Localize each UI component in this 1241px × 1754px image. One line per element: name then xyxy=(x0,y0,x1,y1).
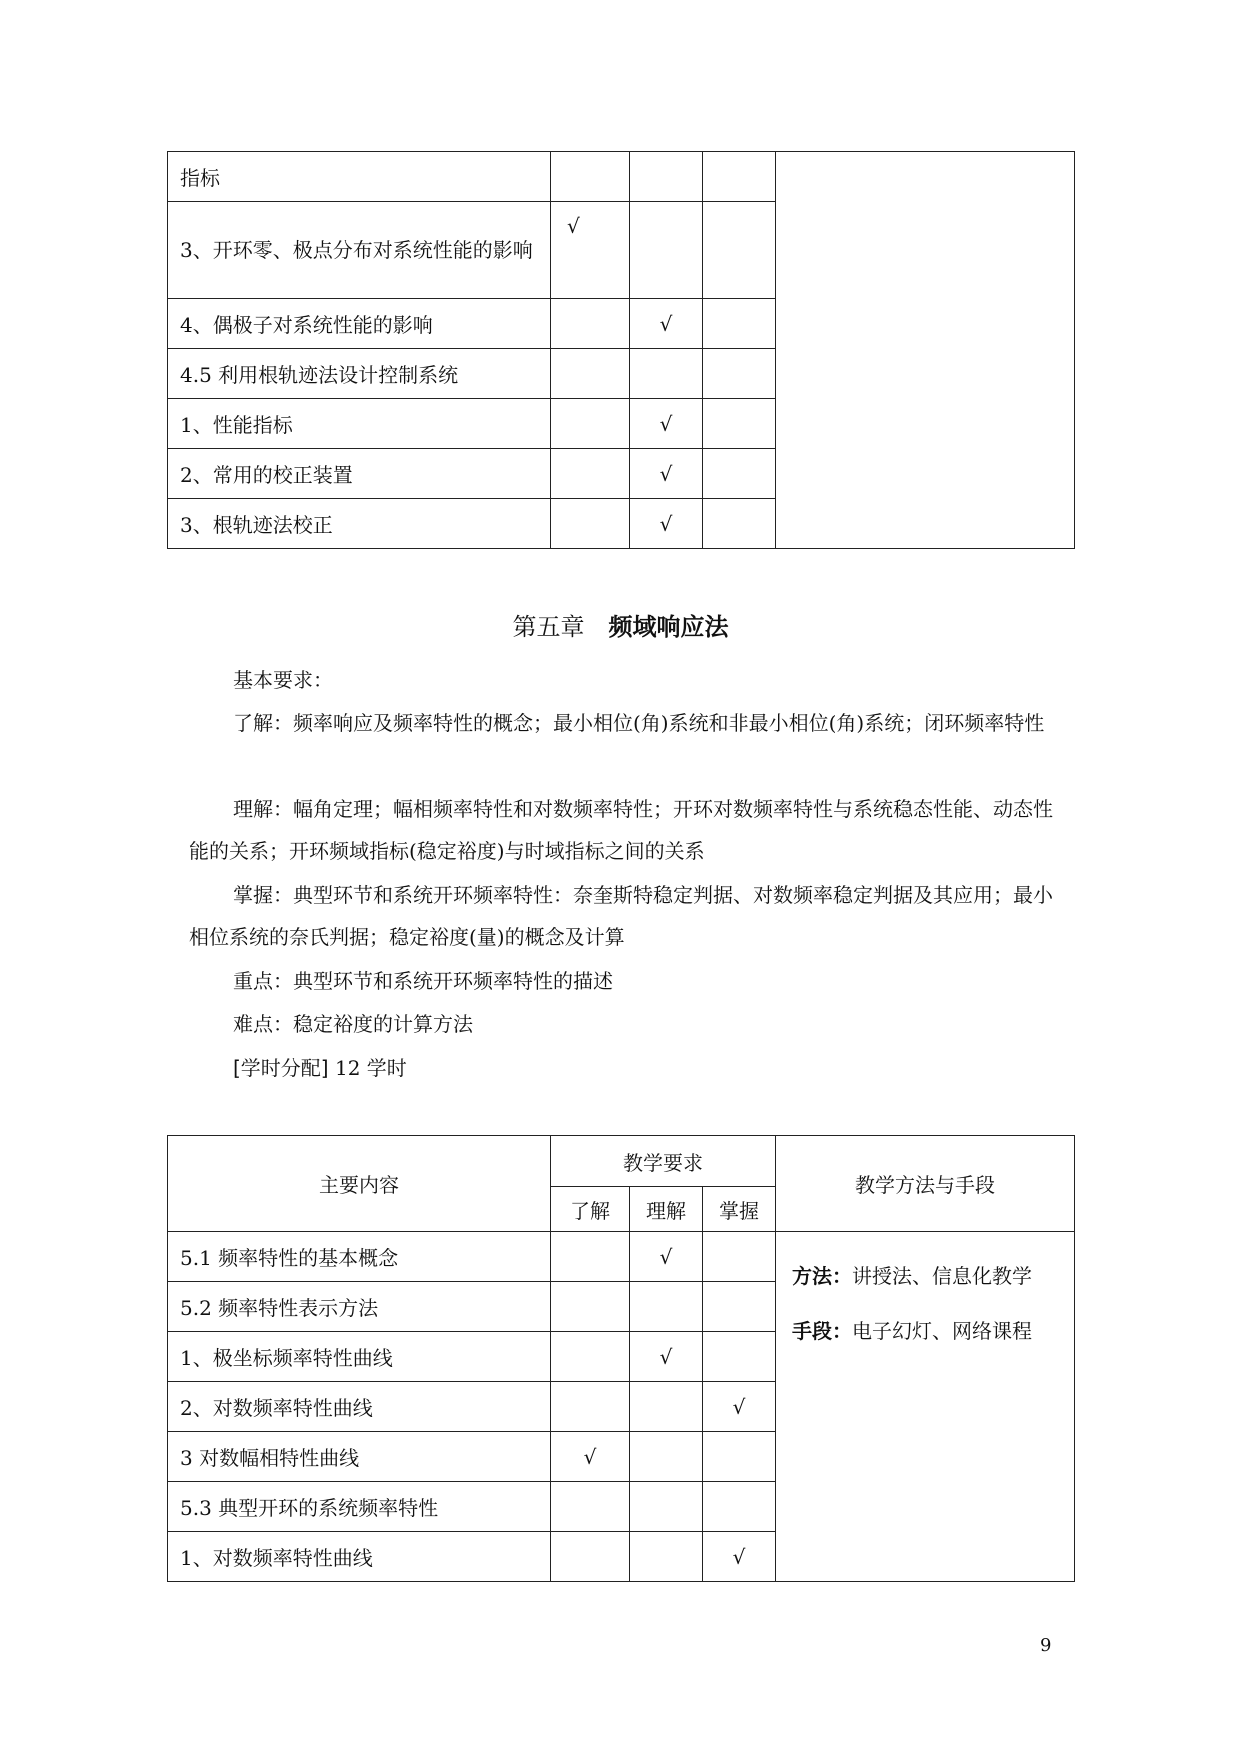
content-cell: 2、对数频率特性曲线 xyxy=(168,1382,551,1432)
master-cell xyxy=(703,202,776,299)
header-methods: 教学方法与手段 xyxy=(776,1136,1075,1232)
comprehend-cell: √ xyxy=(630,299,703,349)
comprehend-cell xyxy=(630,1382,703,1432)
content-cell: 4、偶极子对系统性能的影响 xyxy=(168,299,551,349)
master-cell xyxy=(703,152,776,202)
understand-cell xyxy=(551,449,630,499)
content-cell: 2、常用的校正装置 xyxy=(168,449,551,499)
header-requirements: 教学要求 xyxy=(551,1136,776,1187)
master-cell xyxy=(703,499,776,549)
difficulty-paragraph: 难点：稳定裕度的计算方法 xyxy=(233,1012,473,1036)
chapter-name: 频域响应法 xyxy=(608,613,729,641)
master-cell: √ xyxy=(703,1382,776,1432)
content-cell: 指标 xyxy=(168,152,551,202)
understand-cell xyxy=(551,349,630,399)
comprehend-paragraph: 理解：幅角定理；幅相频率特性和对数频率特性；开环对数频率特性与系统稳态性能、动态性能的关系；开环频域指标(稳定裕度)与时域指标之间的关系 xyxy=(189,797,1053,863)
means-line xyxy=(792,1315,1074,1344)
content-cell: 1、极坐标频率特性曲线 xyxy=(168,1332,551,1382)
understand-cell xyxy=(551,299,630,349)
understand-cell xyxy=(551,1332,630,1382)
method-line xyxy=(792,1260,1074,1289)
master-cell xyxy=(703,299,776,349)
understand-cell xyxy=(551,1482,630,1532)
content-cell: 3 对数幅相特性曲线 xyxy=(168,1432,551,1482)
key-point-paragraph: 重点：典型环节和系统开环频率特性的描述 xyxy=(233,969,613,993)
content-cell: 5.2 频率特性表示方法 xyxy=(168,1282,551,1332)
page-number: 9 xyxy=(1040,1635,1052,1656)
content-cell: 1、对数频率特性曲线 xyxy=(168,1532,551,1582)
content-cell: 5.1 频率特性的基本概念 xyxy=(168,1232,551,1282)
content-cell: 3、开环零、极点分布对系统性能的影响 xyxy=(168,202,551,299)
understand-paragraph: 了解：频率响应及频率特性的概念；最小相位(角)系统和非最小相位(角)系统；闭环频率特性 xyxy=(233,711,1045,735)
understand-cell: √ xyxy=(551,202,630,299)
comprehend-cell: √ xyxy=(630,399,703,449)
comprehend-cell xyxy=(630,152,703,202)
header-understand: 了解 xyxy=(551,1187,630,1232)
comprehend-cell: √ xyxy=(630,499,703,549)
understand-cell xyxy=(551,399,630,449)
chapter-title xyxy=(0,607,1241,642)
comprehend-cell xyxy=(630,1532,703,1582)
method-value: 讲授法、信息化教学 xyxy=(852,1264,1032,1288)
table-row xyxy=(168,152,1075,202)
content-cell: 3、根轨迹法校正 xyxy=(168,499,551,549)
understand-cell xyxy=(551,499,630,549)
hours-label: [学时分配] xyxy=(233,1056,329,1080)
requirements-label: 基本要求： xyxy=(233,668,333,692)
table-header-row xyxy=(168,1136,1075,1187)
master-cell xyxy=(703,449,776,499)
content-cell: 4.5 利用根轨迹法设计控制系统 xyxy=(168,349,551,399)
means-label: 手段： xyxy=(792,1319,852,1343)
methods-cell xyxy=(776,1232,1075,1582)
master-cell xyxy=(703,1432,776,1482)
table-row xyxy=(168,1232,1075,1282)
content-cell: 1、性能指标 xyxy=(168,399,551,449)
understand-cell xyxy=(551,152,630,202)
chapter4-content-table xyxy=(167,151,1075,549)
comprehend-cell xyxy=(630,1432,703,1482)
hours-allocation xyxy=(233,1052,407,1081)
header-master: 掌握 xyxy=(703,1187,776,1232)
master-paragraph: 掌握：典型环节和系统开环频率特性：奈奎斯特稳定判据、对数频率稳定判据及其应用；最小相位系统的奈氏判据；稳定裕度(量)的概念及计算 xyxy=(189,883,1053,949)
means-value: 电子幻灯、网络课程 xyxy=(852,1319,1032,1343)
understand-cell xyxy=(551,1382,630,1432)
hours-value: 12 学时 xyxy=(328,1056,407,1080)
master-cell xyxy=(703,1332,776,1382)
chapter5-content-table xyxy=(167,1135,1075,1582)
master-cell: √ xyxy=(703,1532,776,1582)
master-cell xyxy=(703,1232,776,1282)
comprehend-cell xyxy=(630,349,703,399)
comprehend-cell xyxy=(630,202,703,299)
header-content: 主要内容 xyxy=(168,1136,551,1232)
understand-cell xyxy=(551,1532,630,1582)
comprehend-cell xyxy=(630,1282,703,1332)
method-label: 方法： xyxy=(792,1264,852,1288)
master-cell xyxy=(703,399,776,449)
master-cell xyxy=(703,1282,776,1332)
master-cell xyxy=(703,349,776,399)
understand-cell xyxy=(551,1282,630,1332)
comprehend-cell: √ xyxy=(630,449,703,499)
understand-cell: √ xyxy=(551,1432,630,1482)
methods-cell xyxy=(776,152,1075,549)
chapter-number: 第五章 xyxy=(512,613,585,641)
understand-cell xyxy=(551,1232,630,1282)
comprehend-cell xyxy=(630,1482,703,1532)
comprehend-cell: √ xyxy=(630,1332,703,1382)
header-comprehend: 理解 xyxy=(630,1187,703,1232)
content-cell: 5.3 典型开环的系统频率特性 xyxy=(168,1482,551,1532)
comprehend-cell: √ xyxy=(630,1232,703,1282)
master-cell xyxy=(703,1482,776,1532)
